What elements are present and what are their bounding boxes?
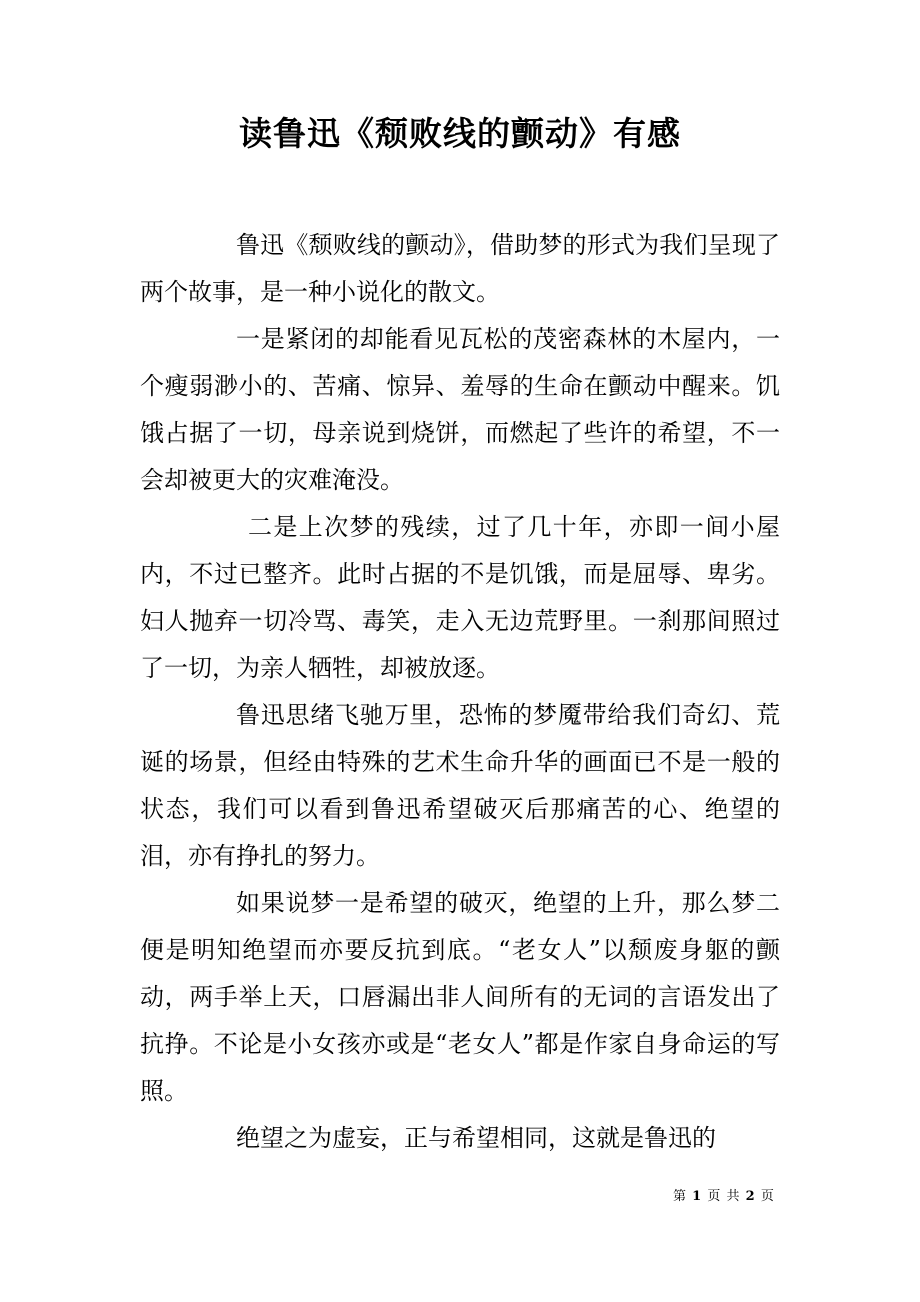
document-body (140, 222, 780, 1162)
footer-suffix: 页 (760, 1189, 775, 1204)
footer-mid: 页 共 (707, 1189, 741, 1204)
footer-prefix: 第 (673, 1189, 688, 1204)
current-page-number: 1 (692, 1189, 703, 1204)
paragraph-2: 一是紧闭的却能看见瓦松的茂密森林的木屋内，一个瘦弱渺小的、苦痛、惊异、羞辱的生命在颤动中醒来。饥饿占据了一切，母亲说到烧饼，而燃起了些许的希望，不一会却被更大的灾难淹没。 (140, 325, 780, 494)
paragraph-1: 鲁迅《颓败线的颤动》，借助梦的形式为我们呈现了两个故事，是一种小说化的散文。 (140, 231, 780, 306)
total-pages-number: 2 (745, 1189, 756, 1204)
paragraph-6: 绝望之为虚妄，正与希望相同，这就是鲁迅的 (236, 1124, 716, 1152)
paragraph-3: 二是上次梦的残续，过了几十年，亦即一间小屋内，不过已整齐。此时占据的不是饥饿，而是屈辱、卑劣。妇人抛弃一切冷骂、毒笑，走入无边荒野里。一刹那间照过了一切，为亲人牺牲，却被放逐。 (140, 513, 780, 682)
paragraph-5: 如果说梦一是希望的破灭，绝望的上升，那么梦二便是明知绝望而亦要反抗到底。“老女人”以颓废身躯的颤动，两手举上天，口唇漏出非人间所有的无词的言语发出了抗挣。不论是小女孩亦或是“老女人”都是作家自身命运的写照。 (140, 889, 780, 1105)
page-footer (673, 1188, 775, 1206)
paragraph-4: 鲁迅思绪飞驰万里，恐怖的梦魇带给我们奇幻、荒诞的场景，但经由特殊的艺术生命升华的画面已不是一般的状态，我们可以看到鲁迅希望破灭后那痛苦的心、绝望的泪，亦有挣扎的努力。 (140, 701, 780, 870)
document-title: 读鲁迅《颓败线的颤动》有感 (239, 114, 681, 153)
